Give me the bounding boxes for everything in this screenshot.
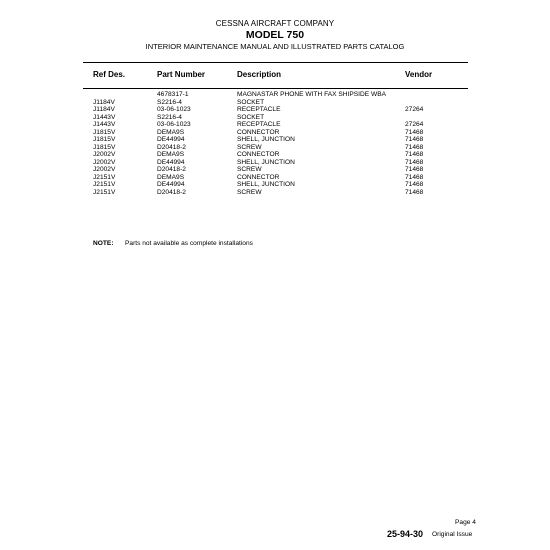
column-header-part-number: Part Number [157, 70, 206, 79]
page-number: Page 4 [455, 519, 476, 526]
table-row [0, 136, 550, 144]
ref-des-cell: J1815V [93, 136, 116, 143]
ref-des-cell: J1815V [93, 143, 116, 151]
description-cell: SOCKET [237, 98, 265, 106]
vendor-cell: 71468 [405, 143, 424, 151]
ref-des-cell: J2002V [93, 166, 116, 173]
description-cell: SCREW [237, 188, 262, 196]
ref-des-cell: J1443V [93, 113, 116, 121]
part-number-cell: D20418-2 [157, 188, 186, 196]
vendor-cell: 71468 [405, 158, 424, 166]
description-cell: CONNECTOR [237, 173, 280, 181]
part-number-cell: DEMA9S [157, 173, 185, 181]
vendor-cell: 71468 [405, 188, 424, 196]
table-row [0, 114, 550, 122]
note-text: Parts not available as complete installations [125, 240, 253, 247]
part-number-cell: D20418-2 [157, 166, 186, 173]
note-label: NOTE: [93, 240, 114, 247]
table-row [0, 144, 550, 152]
description-cell: RECEPTACLE [237, 106, 281, 113]
description-cell: SHELL, JUNCTION [237, 181, 295, 188]
description-cell: SOCKET [237, 113, 265, 121]
ref-des-cell: J2151V [93, 181, 116, 188]
table-row [0, 166, 550, 174]
ref-des-cell: J1184V [93, 98, 115, 106]
vendor-cell: 71468 [405, 181, 424, 188]
vendor-cell: 71468 [405, 151, 424, 158]
description-cell: SHELL, JUNCTION [237, 158, 295, 166]
description-cell: CONNECTOR [237, 128, 280, 136]
part-number-cell: 03-06-1023 [157, 106, 191, 113]
vendor-cell: 27264 [405, 121, 424, 128]
description-cell: SCREW [237, 166, 262, 173]
company-name: CESSNA AIRCRAFT COMPANY [215, 19, 335, 28]
chapter-code: 25-94-30 [387, 529, 424, 539]
parts-table-body [0, 91, 550, 196]
ref-des-cell: J2002V [93, 151, 116, 158]
description-cell: RECEPTACLE [237, 121, 281, 128]
ref-des-cell: J1184V [93, 106, 115, 113]
part-number-cell: DE44994 [157, 158, 185, 166]
part-number-cell: 4678317-1 [157, 91, 189, 98]
part-number-cell: S2216-4 [157, 113, 182, 121]
manual-title: INTERIOR MAINTENANCE MANUAL AND ILLUSTRATED PARTS CATALOG [145, 42, 405, 51]
ref-des-cell: J2151V [93, 188, 116, 196]
ref-des-cell: J1815V [93, 128, 116, 136]
table-row [0, 181, 550, 189]
part-number-cell: 03-06-1023 [157, 121, 191, 128]
table-row [0, 121, 550, 129]
part-number-cell: DEMA9S [157, 151, 185, 158]
part-number-cell: D20418-2 [157, 143, 186, 151]
table-row [0, 174, 550, 182]
ref-des-cell: J2151V [93, 173, 116, 181]
part-number-cell: DE44994 [157, 136, 185, 143]
issue-status: Original Issue [432, 531, 473, 538]
description-cell: SHELL, JUNCTION [237, 136, 295, 143]
column-header-ref-des: Ref Des. [93, 70, 126, 79]
table-row [0, 91, 550, 99]
vendor-cell: 71468 [405, 136, 424, 143]
table-row [0, 151, 550, 159]
table-row [0, 159, 550, 167]
description-cell: SCREW [237, 143, 262, 151]
model-title: MODEL 750 [245, 29, 305, 41]
table-top-rule [83, 62, 468, 63]
vendor-cell: 71468 [405, 128, 424, 136]
part-number-cell: S2216-4 [157, 98, 182, 106]
column-header-vendor: Vendor [405, 70, 433, 79]
vendor-cell: 27264 [405, 106, 424, 113]
vendor-cell: 71468 [405, 173, 424, 181]
description-cell: MAGNASTAR PHONE WITH FAX SHIPSIDE WBA [237, 91, 386, 98]
table-header-rule [83, 88, 468, 89]
table-row [0, 106, 550, 114]
column-header-description: Description [237, 70, 282, 79]
part-number-cell: DEMA9S [157, 128, 185, 136]
vendor-cell: 71468 [405, 166, 424, 173]
table-row [0, 99, 550, 107]
ref-des-cell: J1443V [93, 121, 116, 128]
part-number-cell: DE44994 [157, 181, 185, 188]
ref-des-cell: J2002V [93, 158, 116, 166]
table-row [0, 129, 550, 137]
table-row [0, 189, 550, 197]
description-cell: CONNECTOR [237, 151, 280, 158]
